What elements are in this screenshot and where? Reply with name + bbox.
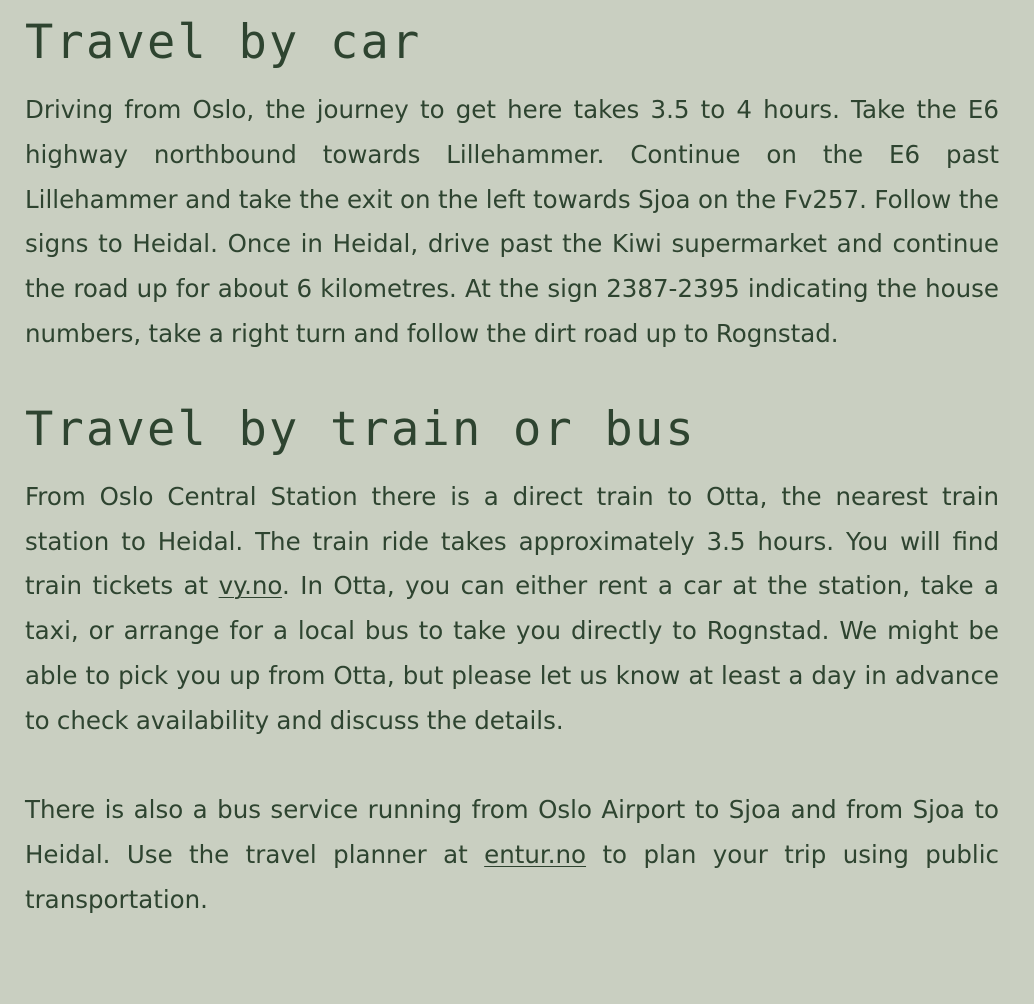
train-paragraph-text-end: . In Otta, you can either rent a car at the station, take a taxi, or arrange for a local bus to take you directly to Rognstad. We might be able to pick you up from Otta, but please let us know at least a day in advance to check availability and discuss the details.: [25, 571, 999, 735]
bus-paragraph-text-start: There is also a bus service running from Oslo Airport to Sjoa and from Sjoa to Heidal. Use the travel planner at: [25, 795, 999, 870]
travel-by-train-heading: Travel by train or bus: [25, 401, 696, 457]
travel-by-car-section: [25, 0, 999, 357]
bus-paragraph: [25, 788, 999, 922]
train-paragraph: [25, 475, 999, 744]
travel-by-car-paragraph: Driving from Oslo, the journey to get here takes 3.5 to 4 hours. Take the E6 highway northbound towards Lillehammer. Continue on the E6 past Lillehammer and take the exit on the left towards Sjoa on the Fv257. Follow the signs to Heidal. Once in Heidal, drive past the Kiwi supermarket and continue the road up for about 6 kilometres. At the sign 2387-2395 indicating the house numbers, take a right turn and follow the dirt road up to Rognstad.: [25, 95, 999, 348]
travel-by-train-section: [25, 401, 999, 923]
vy-link[interactable]: vy.no: [218, 571, 282, 601]
travel-by-car-heading: Travel by car: [25, 15, 422, 70]
entur-link[interactable]: entur.no: [484, 840, 587, 870]
bus-paragraph-text-end: to plan your trip using public transportation.: [25, 840, 999, 914]
train-paragraph-text-start: From Oslo Central Station there is a direct train to Otta, the nearest train station to Heidal. The train ride takes approximately 3.5 hours. You will find train tickets at: [25, 481, 999, 601]
